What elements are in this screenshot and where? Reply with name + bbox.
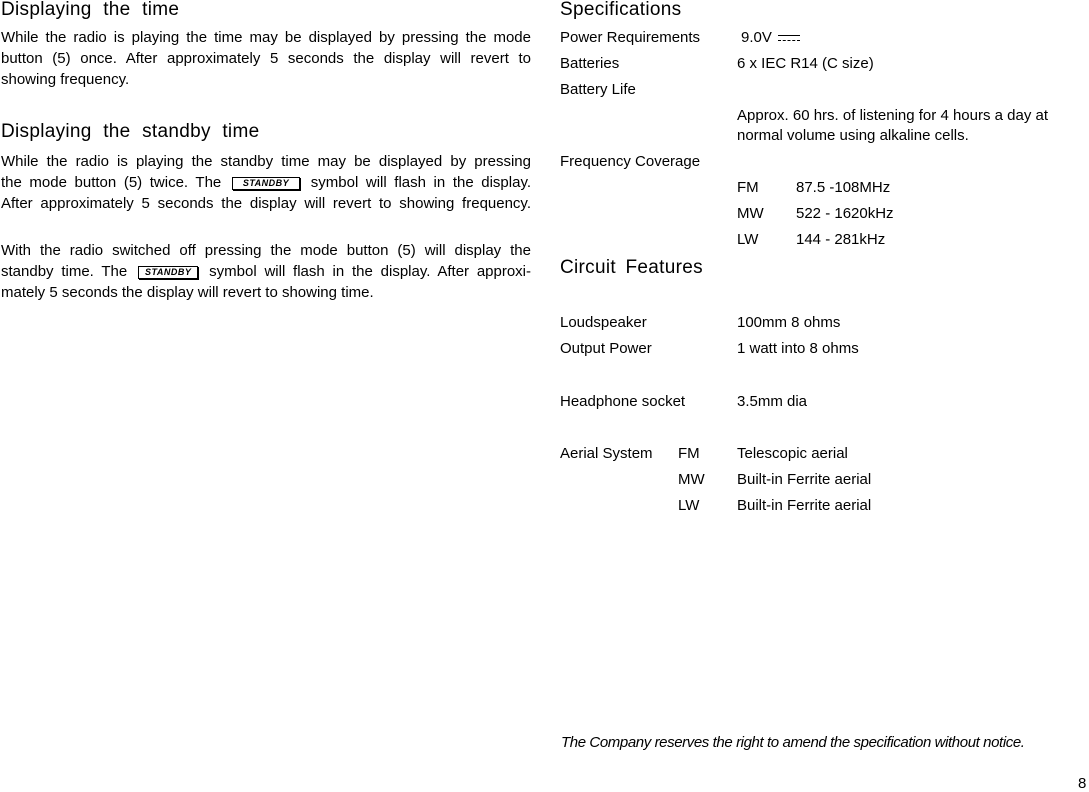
standby-paragraph <box>1 151 531 214</box>
time-heading: Displaying the time <box>1 0 180 20</box>
time-paragraph <box>1 27 531 90</box>
circuit-features-heading: Circuit Features <box>560 257 703 278</box>
headphone-value: 3.5mm dia <box>737 393 808 410</box>
batteries-label: Batteries <box>560 55 620 72</box>
aerial-mw: MW <box>678 471 705 488</box>
aerial-fm-value: Telescopic aerial <box>737 445 848 462</box>
power-label: Power Requirements <box>560 29 701 46</box>
battery-life-value-1: Approx. 60 hrs. of listening for 4 hours a day at <box>737 107 1049 124</box>
specifications-heading: Specifications <box>560 0 682 20</box>
standby-line-1: While the radio is playing the standby time may be displayed by pressing <box>1 153 531 170</box>
standby-symbol-badge: STANDBY <box>232 177 300 190</box>
off-line-1: With the radio switched off pressing the mode button (5) will display the <box>1 242 531 259</box>
band-fm: FM <box>737 179 759 196</box>
aerial-lw-value: Built-in Ferrite aerial <box>737 497 872 514</box>
standby-line-3: After approximately 5 seconds the display will revert to showing frequency. <box>1 195 531 212</box>
time-line-1: While the radio is playing the time may be displayed by pressing the mode <box>1 29 531 46</box>
time-line-3: showing frequency. <box>1 71 130 88</box>
page-number: 8 <box>1078 775 1087 792</box>
standby-line-2-end: symbol will flash in the display. <box>310 174 532 191</box>
off-line-2 <box>1 261 531 282</box>
output-power-label: Output Power <box>560 340 652 357</box>
standby-symbol-badge-2: STANDBY <box>138 266 198 279</box>
battery-life-label: Battery Life <box>560 81 636 98</box>
aerial-fm: FM <box>678 445 700 462</box>
power-value <box>741 29 800 46</box>
standby-line-2 <box>1 172 531 193</box>
battery-life-value-2: normal volume using alkaline cells. <box>737 127 969 144</box>
batteries-value: 6 x IEC R14 (C size) <box>737 55 874 72</box>
band-lw-range: 144 - 281kHz <box>796 231 886 248</box>
headphone-label: Headphone socket <box>560 393 686 410</box>
band-mw: MW <box>737 205 764 222</box>
standby-line-2-start: the mode button (5) twice. The <box>1 174 222 191</box>
company-notice: The Company reserves the right to amend the specification without notice. <box>561 734 1025 751</box>
aerial-lw: LW <box>678 497 700 514</box>
off-paragraph <box>1 240 531 303</box>
band-mw-range: 522 - 1620kHz <box>796 205 894 222</box>
time-line-2: button (5) once. After approximately 5 seconds the display will revert to <box>1 50 531 67</box>
off-line-2-end: symbol will flash in the display. After approxi- <box>209 263 532 280</box>
off-line-2-start: standby time. The <box>1 263 128 280</box>
output-power-value: 1 watt into 8 ohms <box>737 340 859 357</box>
aerial-label: Aerial System <box>560 445 653 462</box>
loudspeaker-label: Loudspeaker <box>560 314 647 331</box>
dc-symbol-icon <box>778 34 800 43</box>
standby-heading: Displaying the standby time <box>1 121 260 142</box>
power-voltage: 9.0V <box>741 29 772 46</box>
band-lw: LW <box>737 231 759 248</box>
frequency-label: Frequency Coverage <box>560 153 701 170</box>
aerial-mw-value: Built-in Ferrite aerial <box>737 471 872 488</box>
band-fm-range: 87.5 -108MHz <box>796 179 891 196</box>
off-line-3: mately 5 seconds the display will revert to showing time. <box>1 284 374 301</box>
loudspeaker-value: 100mm 8 ohms <box>737 314 841 331</box>
